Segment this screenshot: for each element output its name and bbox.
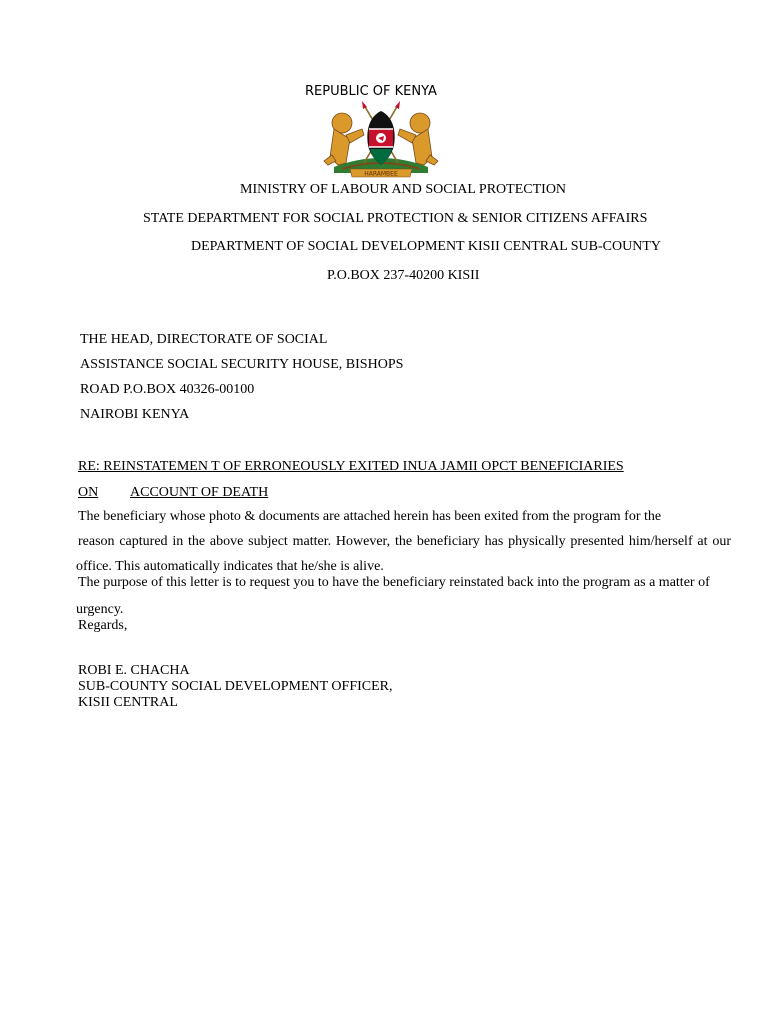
- recipient-line: ROAD P.O.BOX 40326-00100: [80, 382, 255, 397]
- body-text: reason captured in the above subject matter. However, the beneficiary has physically presented him/herself at our: [78, 534, 731, 549]
- body-text: The purpose of this letter is to request you to have the beneficiary reinstated back into the program as a matter of: [78, 575, 710, 590]
- state-department-heading: STATE DEPARTMENT FOR SOCIAL PROTECTION & SENIOR CITIZENS AFFAIRS: [143, 211, 648, 226]
- body-text: office. This automatically indicates that he/she is alive.: [76, 559, 384, 574]
- recipient-line: NAIROBI KENYA: [80, 407, 190, 422]
- body-text: urgency.: [76, 602, 124, 617]
- department-heading: DEPARTMENT OF SOCIAL DEVELOPMENT KISII CENTRAL SUB-COUNTY: [191, 239, 661, 254]
- recipient-line: THE HEAD, DIRECTORATE OF SOCIAL: [80, 332, 328, 347]
- po-box-heading: P.O.BOX 237-40200 KISII: [327, 268, 480, 283]
- subject-on: ON: [78, 485, 99, 500]
- signatory-name: ROBI E. CHACHA: [78, 663, 190, 678]
- ministry-heading: MINISTRY OF LABOUR AND SOCIAL PROTECTION: [240, 182, 567, 197]
- recipient-line: ASSISTANCE SOCIAL SECURITY HOUSE, BISHOPS: [80, 357, 404, 372]
- closing-regards: Regards,: [78, 618, 128, 633]
- signatory-location: KISII CENTRAL: [78, 695, 178, 710]
- body-text: The beneficiary whose photo & documents are attached herein has been exited from the program for the: [78, 509, 662, 524]
- signatory-title: SUB-COUNTY SOCIAL DEVELOPMENT OFFICER,: [78, 679, 393, 694]
- emblem-motto: HARAMBEE: [364, 170, 398, 178]
- subject-line: RE: REINSTATEMEN T OF ERRONEOUSLY EXITED INUA JAMII OPCT BENEFICIARIES: [78, 459, 624, 474]
- republic-heading: REPUBLIC OF KENYA: [305, 84, 437, 99]
- subject-account-of-death: ACCOUNT OF DEATH: [130, 485, 269, 500]
- coat-of-arms-emblem: [320, 99, 442, 179]
